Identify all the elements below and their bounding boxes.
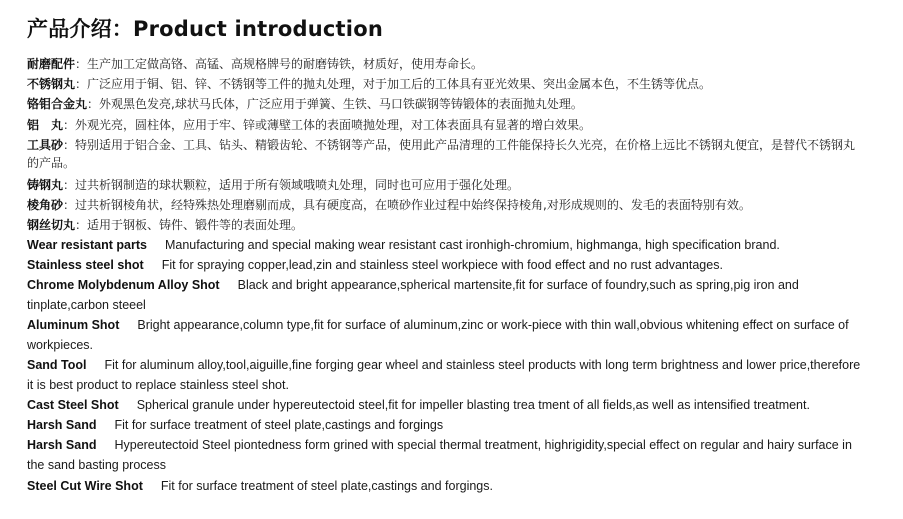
cn-item-term: 棱角砂 <box>27 198 64 212</box>
cn-item-cast-steel-shot <box>27 176 877 194</box>
page-title: 产品介绍：Product introduction <box>27 17 383 41</box>
en-item-text: Bright appearance,column type,fit for surface of aluminum,zinc or work-piece with thin wall,obvious whitening effect on surface of workpieces. <box>27 318 849 352</box>
en-item-term: Stainless steel shot <box>27 258 144 272</box>
cn-item-angular-grit <box>27 196 877 214</box>
en-item-stainless-shot <box>27 255 867 275</box>
cn-item-text: 广泛应用于铜、铝、锌、不锈钢等工件的抛丸处理，对于加工后的工体具有亚光效果、突出金属本色，不生锈等优点。 <box>87 77 712 91</box>
en-item-cast-steel-shot <box>27 395 867 415</box>
en-item-text: Fit for surface treatment of steel plate,castings and forgings <box>114 418 444 432</box>
cn-item-text: 过共析钢棱角状，经特殊热处理磨剔而成，具有硬度高，在喷砂作业过程中始终保持棱角,对形成规则的、发毛的表面特别有效。 <box>75 198 751 212</box>
en-item-term: Harsh Sand <box>27 418 97 432</box>
cn-item-term: 铬钼合金丸 <box>27 97 88 111</box>
cn-item-separator: ： <box>75 218 88 232</box>
en-item-harsh-sand-1 <box>27 415 867 435</box>
en-item-term: Steel Cut Wire Shot <box>27 479 143 493</box>
cn-item-stainless-shot <box>27 75 877 93</box>
en-item-term: Cast Steel Shot <box>27 398 119 412</box>
cn-item-chrome-alloy-shot <box>27 95 877 113</box>
cn-item-separator: ： <box>63 198 76 212</box>
en-item-term: Chrome Molybdenum Alloy Shot <box>27 278 220 292</box>
cn-item-text: 过共析钢制造的球状颗粒，适用于所有领域哦喷丸处理，同时也可应用于强化处理。 <box>75 178 520 192</box>
en-item-text: Fit for aluminum alloy,tool,aiguille,fine forging gear wheel and stainless steel products with long term brightness and lower price,therefore it is best product to replace stainless steel shot. <box>27 358 861 392</box>
en-item-text: Black and bright appearance,spherical martensite,fit for surface of foundry,such as spring,pig iron and tinplate,carbon steeel <box>27 278 799 312</box>
cn-item-separator: ： <box>87 97 100 111</box>
cn-item-term: 不锈钢丸 <box>27 77 76 91</box>
cn-item-text: 外观黑色发亮,球状马氏体，广泛应用于弹簧、生铁、马口铁碳钢等铸锻体的表面抛丸处理。 <box>99 97 583 111</box>
cn-item-separator: ： <box>63 138 76 152</box>
en-item-aluminum-shot <box>27 315 867 355</box>
cn-item-text: 生产加工定做高铬、高锰、高规格牌号的耐磨铸铁，材质好，使用寿命长。 <box>87 57 484 71</box>
en-item-text: Fit for spraying copper,lead,zin and stainless steel workpiece with food effect and no rust advantages. <box>161 258 723 272</box>
cn-item-sand-tool <box>27 136 867 172</box>
en-item-term: Harsh Sand <box>27 438 97 452</box>
cn-item-text: 外观光亮，圆柱体，应用于牢、锌或薄壁工体的表面喷抛处理，对工体表面具有显著的增白效果。 <box>75 118 592 132</box>
en-item-text: Manufacturing and special making wear resistant cast ironhigh-chromium, highmanga, high specification brand. <box>164 238 780 252</box>
en-item-chrome-alloy-shot <box>27 275 867 315</box>
en-item-term: Aluminum Shot <box>27 318 120 332</box>
cn-item-term: 铝 丸 <box>27 118 64 132</box>
cn-item-term: 耐磨配件 <box>27 57 76 71</box>
en-item-text: Hypereutectoid Steel piontedness form grined with special thermal treatment, highrigidity,special effect on regular and hairy surface in the sand basting process <box>27 438 852 472</box>
cn-item-separator: ： <box>63 178 76 192</box>
en-item-cut-wire-shot <box>27 476 867 496</box>
en-item-term: Wear resistant parts <box>27 238 147 252</box>
en-item-sand-tool <box>27 355 867 395</box>
cn-item-text: 适用于钢板、铸件、锻件等的表面处理。 <box>87 218 304 232</box>
cn-item-wear-parts <box>27 55 877 73</box>
en-item-harsh-sand-2 <box>27 435 867 475</box>
en-item-text: Spherical granule under hypereutectoid steel,fit for impeller blasting trea tment of all fields,as well as intensified treatment. <box>136 398 810 412</box>
cn-item-aluminum-shot <box>27 116 877 134</box>
cn-item-cut-wire-shot <box>27 216 877 234</box>
en-item-wear-parts <box>27 235 867 255</box>
cn-item-text: 特别适用于铝合金、工具、钻头、精锻齿轮、不锈钢等产品，使用此产品清理的工件能保持长久光亮，在价格上远比不锈钢丸便宜，是替代不锈钢丸的产品。 <box>27 138 856 170</box>
cn-item-term: 铸钢丸 <box>27 178 64 192</box>
cn-item-term: 工具砂 <box>27 138 64 152</box>
en-item-text: Fit for surface treatment of steel plate,castings and forgings. <box>160 479 493 493</box>
cn-item-separator: ： <box>75 77 88 91</box>
cn-item-term: 钢丝切丸 <box>27 218 76 232</box>
cn-item-separator: ： <box>75 57 88 71</box>
en-item-term: Sand Tool <box>27 358 87 372</box>
cn-item-separator: ： <box>63 118 76 132</box>
